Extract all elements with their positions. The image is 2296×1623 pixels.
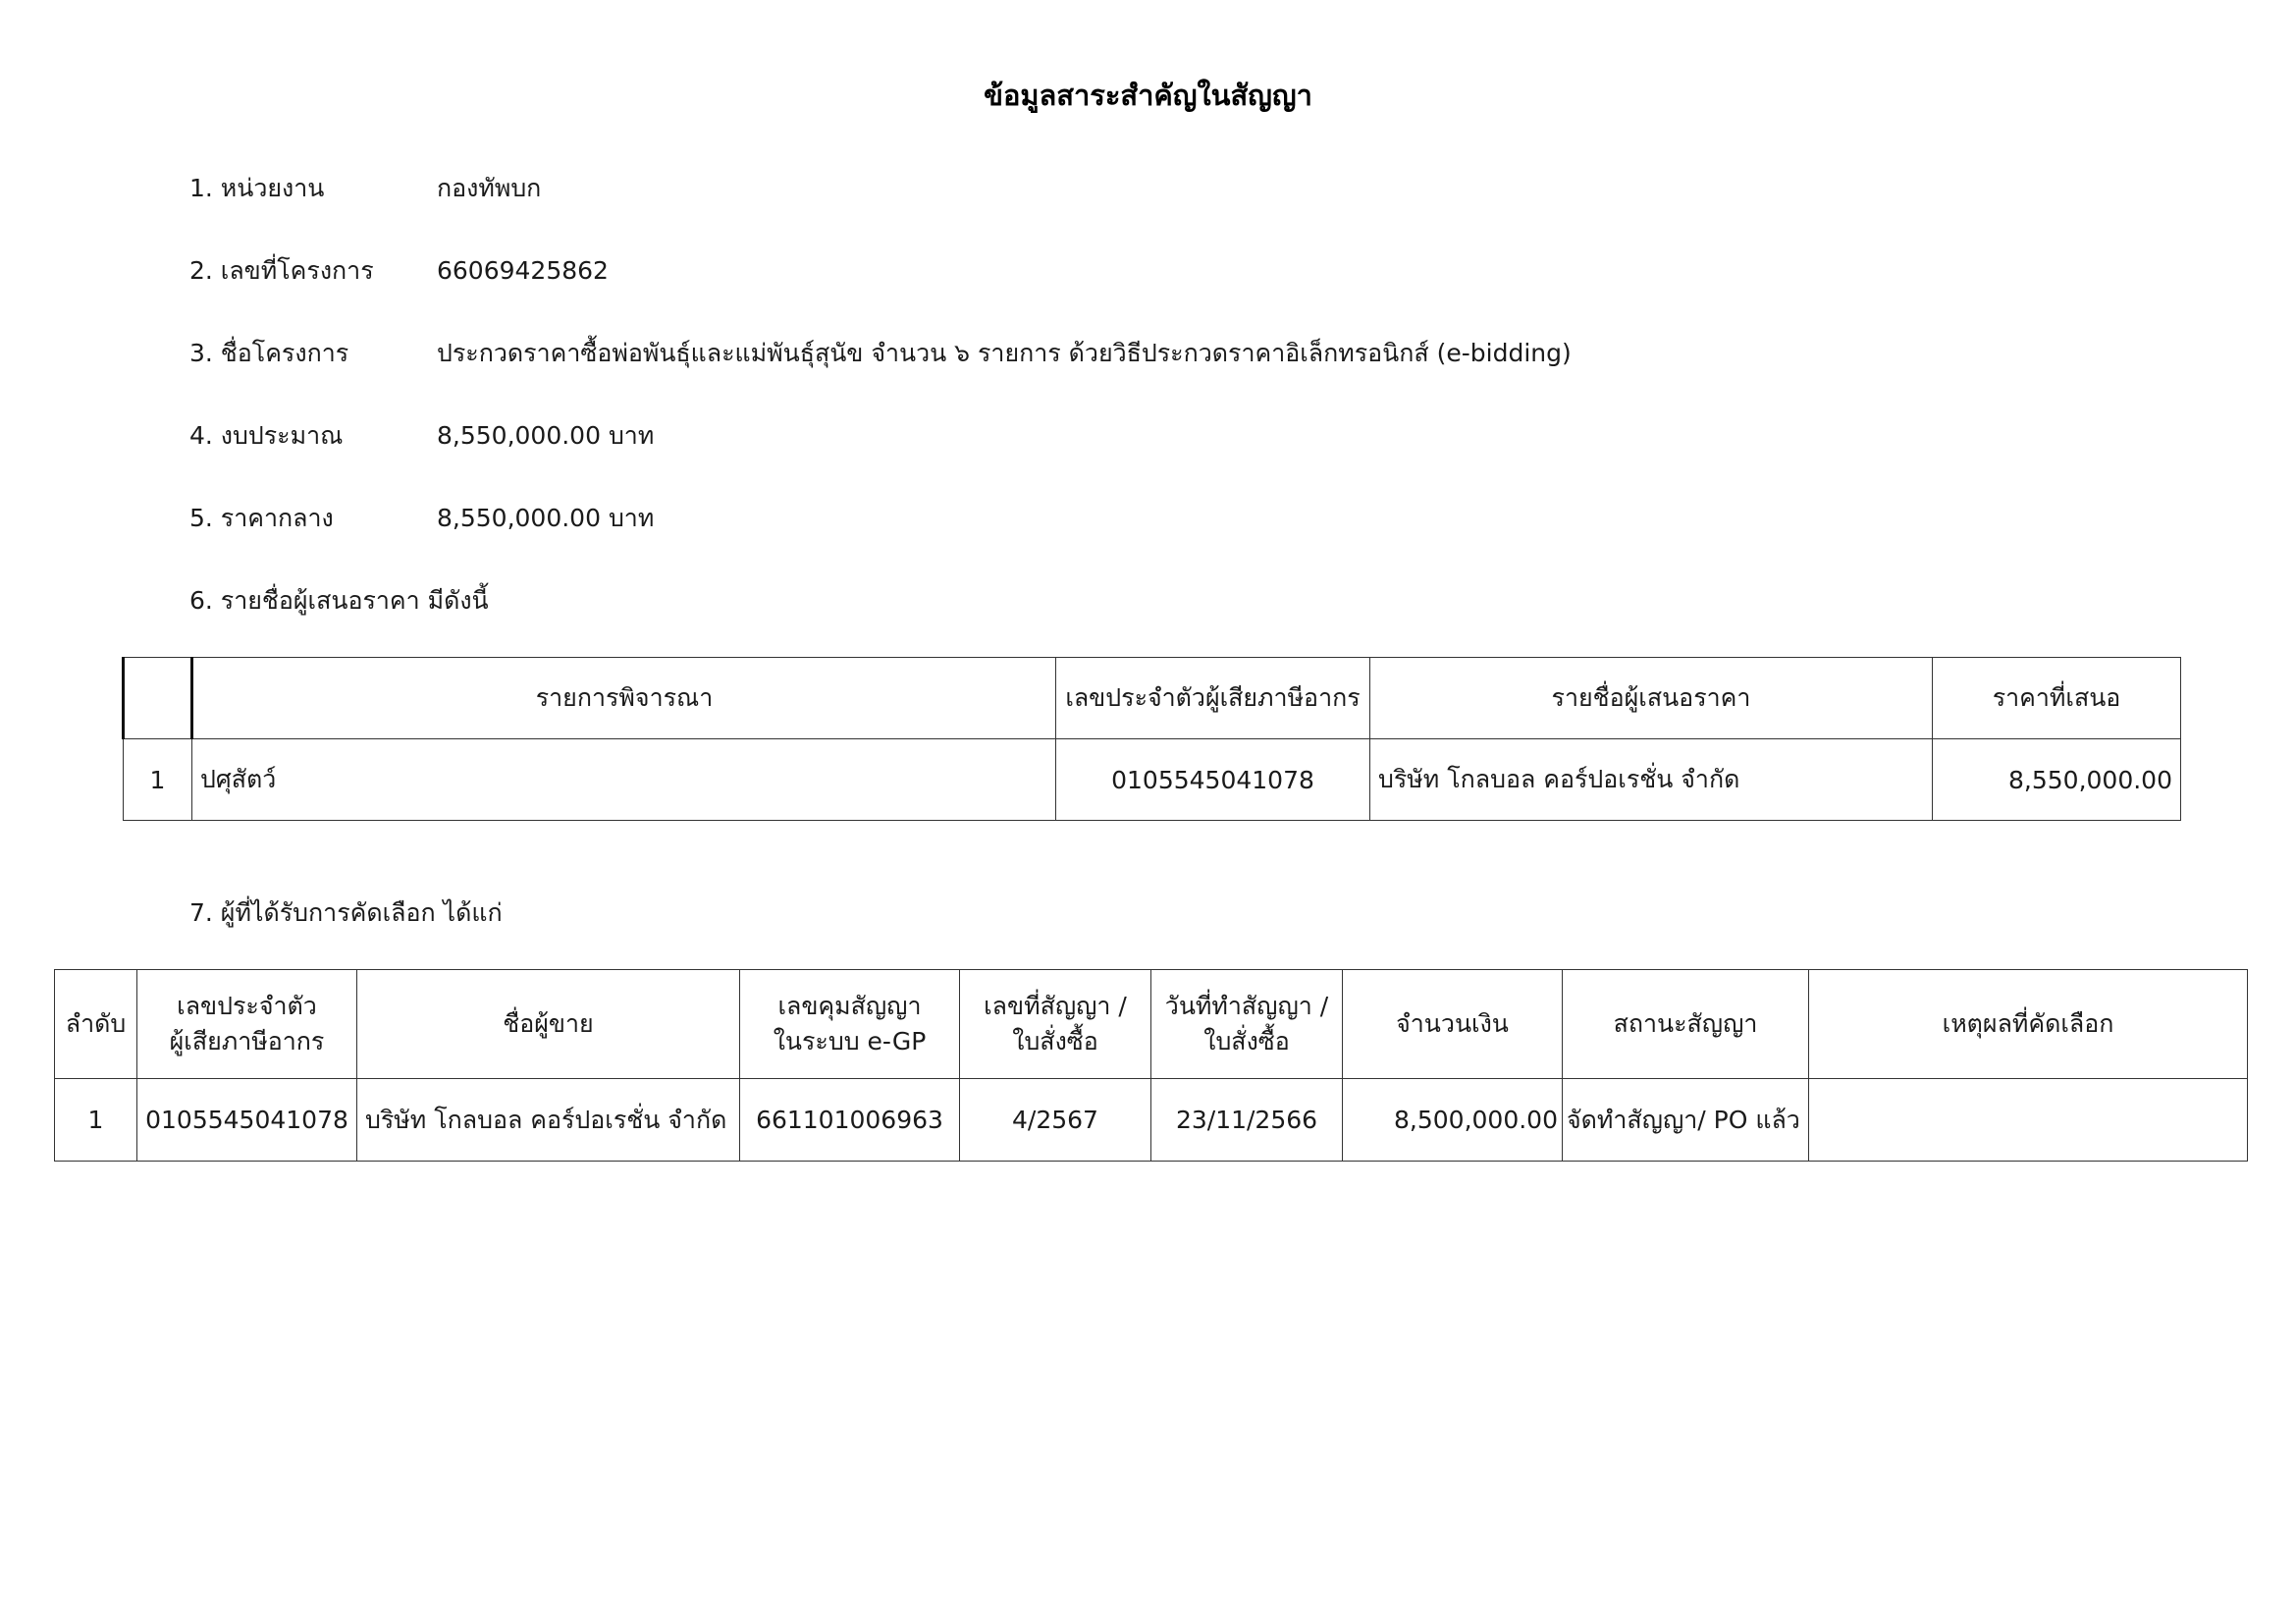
field-budget [189,416,654,456]
control-no-cell: 661101006963 [740,1079,960,1162]
header-cell-blank [124,658,192,739]
bidder-cell: บริษัท โกลบอล คอร์ปอเรชั่น จำกัด [1370,739,1933,821]
tax-id-cell: 0105545041078 [137,1079,357,1162]
status-cell: จัดทำสัญญา/ PO แล้ว [1563,1079,1809,1162]
contract-no-cell: 4/2567 [960,1079,1151,1162]
bidders-heading: 6. รายชื่อผู้เสนอราคา มีดังนี้ [189,586,489,615]
amount-cell: 8,500,000.00 [1343,1079,1563,1162]
field-label: 5. ราคากลาง [189,504,334,532]
header-line: เลขที่สัญญา / [984,991,1127,1020]
header-cell-price: ราคาที่เสนอ [1933,658,2181,739]
header-cell-contract-no [960,970,1151,1079]
header-cell-reason: เหตุผลที่คัดเลือก [1809,970,2248,1079]
header-cell-no: ลำดับ [55,970,137,1079]
header-cell-control-no [740,970,960,1079]
price-cell: 8,550,000.00 [1933,739,2181,821]
header-line: เลขคุมสัญญา [777,991,922,1020]
header-line: วันที่ทำสัญญา / [1164,991,1329,1020]
header-cell-item: รายการพิจารณา [192,658,1056,739]
bidders-table [122,657,2181,821]
table-header-row [55,970,2248,1079]
header-cell-tax-id [137,970,357,1079]
field-value: 8,550,000.00 บาท [437,421,655,450]
header-cell-date [1151,970,1343,1079]
header-line: ผู้เสียภาษีอากร [169,1027,325,1055]
field-label: 2. เลขที่โครงการ [189,256,374,285]
table-header-row [124,658,2181,739]
document-title: ข้อมูลสาระสำคัญในสัญญา [984,79,1312,112]
header-line: ใบสั่งซื้อ [1012,1027,1098,1055]
field-agency [189,169,541,208]
winner-heading: 7. ผู้ที่ได้รับการคัดเลือก ได้แก่ [189,898,503,927]
field-value: ประกวดราคาซื้อพ่อพันธุ์และแม่พันธุ์สุนัข จำนวน ๖ รายการ ด้วยวิธีประกวดราคาอิเล็กทรอนิกส์ (e-bidding) [437,339,1572,367]
field-value: 8,550,000.00 บาท [437,504,655,532]
header-line: เลขประจำตัว [177,991,317,1020]
field-project-number [189,251,609,291]
field-label: 3. ชื่อโครงการ [189,339,349,367]
row-number: 1 [55,1079,137,1162]
field-label: 1. หน่วยงาน [189,174,325,202]
field-value: 66069425862 [437,256,609,285]
field-reference-price [189,499,654,538]
field-value: กองทัพบก [437,174,542,202]
item-cell: ปศุสัตว์ [192,739,1056,821]
header-line: ในระบบ e-GP [773,1027,927,1055]
seller-cell: บริษัท โกลบอล คอร์ปอเรชั่น จำกัด [357,1079,740,1162]
table-row [124,739,2181,821]
header-cell-bidder: รายชื่อผู้เสนอราคา [1370,658,1933,739]
header-line: ใบสั่งซื้อ [1203,1027,1290,1055]
table-row [55,1079,2248,1162]
reason-cell [1809,1079,2248,1162]
header-cell-tax-id: เลขประจำตัวผู้เสียภาษีอากร [1056,658,1370,739]
winner-table [54,969,2248,1162]
header-cell-amount: จำนวนเงิน [1343,970,1563,1079]
field-label: 4. งบประมาณ [189,421,344,450]
date-cell: 23/11/2566 [1151,1079,1343,1162]
header-cell-status: สถานะสัญญา [1563,970,1809,1079]
header-cell-seller: ชื่อผู้ขาย [357,970,740,1079]
tax-id-cell: 0105545041078 [1056,739,1370,821]
field-project-name [189,334,1572,373]
row-number: 1 [124,739,192,821]
